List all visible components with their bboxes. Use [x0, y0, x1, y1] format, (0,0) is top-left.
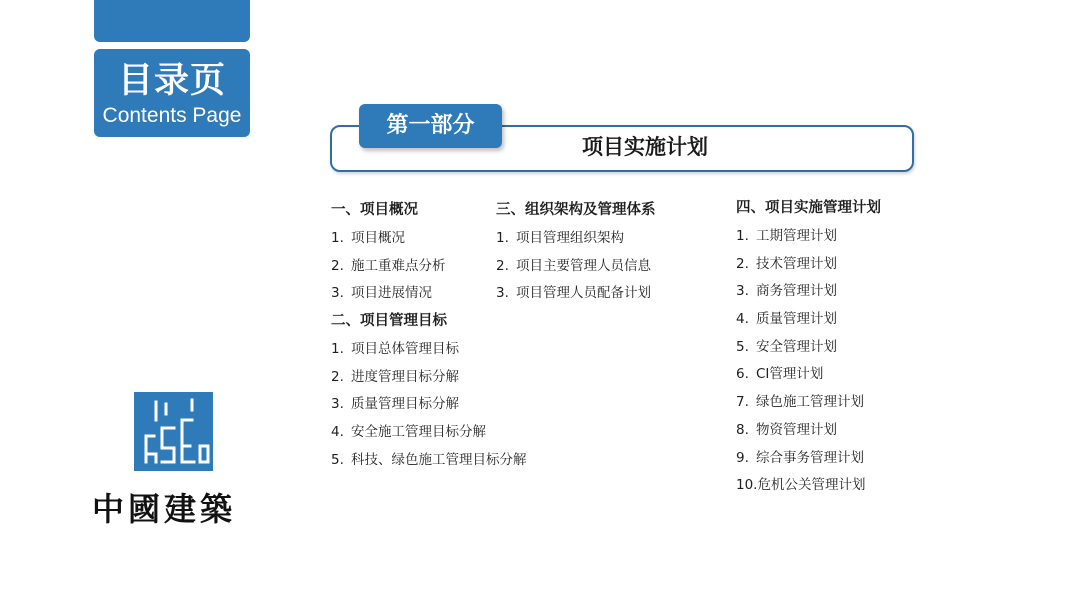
- toc-item[interactable]: 3. 商务管理计划: [736, 283, 837, 300]
- toc-item[interactable]: 2. 项目主要管理人员信息: [496, 257, 651, 274]
- contents-title-en: Contents Page: [102, 104, 242, 127]
- toc-item[interactable]: 5. 安全管理计划: [736, 338, 837, 355]
- toc-item[interactable]: 5. 科技、绿色施工管理目标分解: [331, 451, 527, 468]
- toc-item[interactable]: 1. 工期管理计划: [736, 228, 837, 244]
- toc-heading[interactable]: 三、组织架构及管理体系: [496, 202, 656, 218]
- toc-item[interactable]: 3. 质量管理目标分解: [331, 396, 459, 413]
- toc-item[interactable]: 2. 技术管理计划: [736, 255, 837, 272]
- toc-heading[interactable]: 二、项目管理目标: [331, 313, 447, 330]
- cscec-logo-icon: [134, 392, 213, 471]
- section-title: 项目实施计划: [582, 135, 708, 159]
- toc-item[interactable]: 1. 项目概况: [331, 230, 405, 246]
- top-decor-tab: [94, 0, 250, 42]
- toc-item[interactable]: 9. 综合事务管理计划: [736, 449, 864, 466]
- toc-column-2: [496, 200, 656, 311]
- section-part-tab: 第一部分: [359, 104, 502, 148]
- toc-item[interactable]: 4. 安全施工管理目标分解: [331, 424, 486, 441]
- contents-page-label: [94, 49, 250, 137]
- toc-item[interactable]: 4. 质量管理计划: [736, 311, 837, 328]
- toc-item[interactable]: 3. 项目管理人员配备计划: [496, 285, 651, 302]
- contents-title-cn: 目录页: [117, 61, 226, 101]
- toc-item[interactable]: 2. 进度管理目标分解: [331, 368, 459, 385]
- brand-name: 中國建築: [92, 490, 237, 528]
- toc-column-3: [736, 198, 881, 503]
- cscec-logo-icon: [134, 392, 213, 471]
- toc-item[interactable]: 1. 项目总体管理目标: [331, 341, 459, 358]
- toc-item[interactable]: 10.危机公关管理计划: [736, 477, 866, 494]
- toc-item[interactable]: 1. 项目管理组织架构: [496, 230, 624, 246]
- toc-heading[interactable]: 四、项目实施管理计划: [736, 200, 881, 216]
- toc-heading[interactable]: 一、项目概况: [331, 202, 418, 218]
- toc-item[interactable]: 6. CI管理计划: [736, 366, 824, 383]
- toc-item[interactable]: 2. 施工重难点分析: [331, 257, 446, 274]
- toc-item[interactable]: 7. 绿色施工管理计划: [736, 394, 864, 411]
- toc-item[interactable]: 3. 项目进展情况: [331, 285, 432, 302]
- toc-item[interactable]: 8. 物资管理计划: [736, 421, 837, 438]
